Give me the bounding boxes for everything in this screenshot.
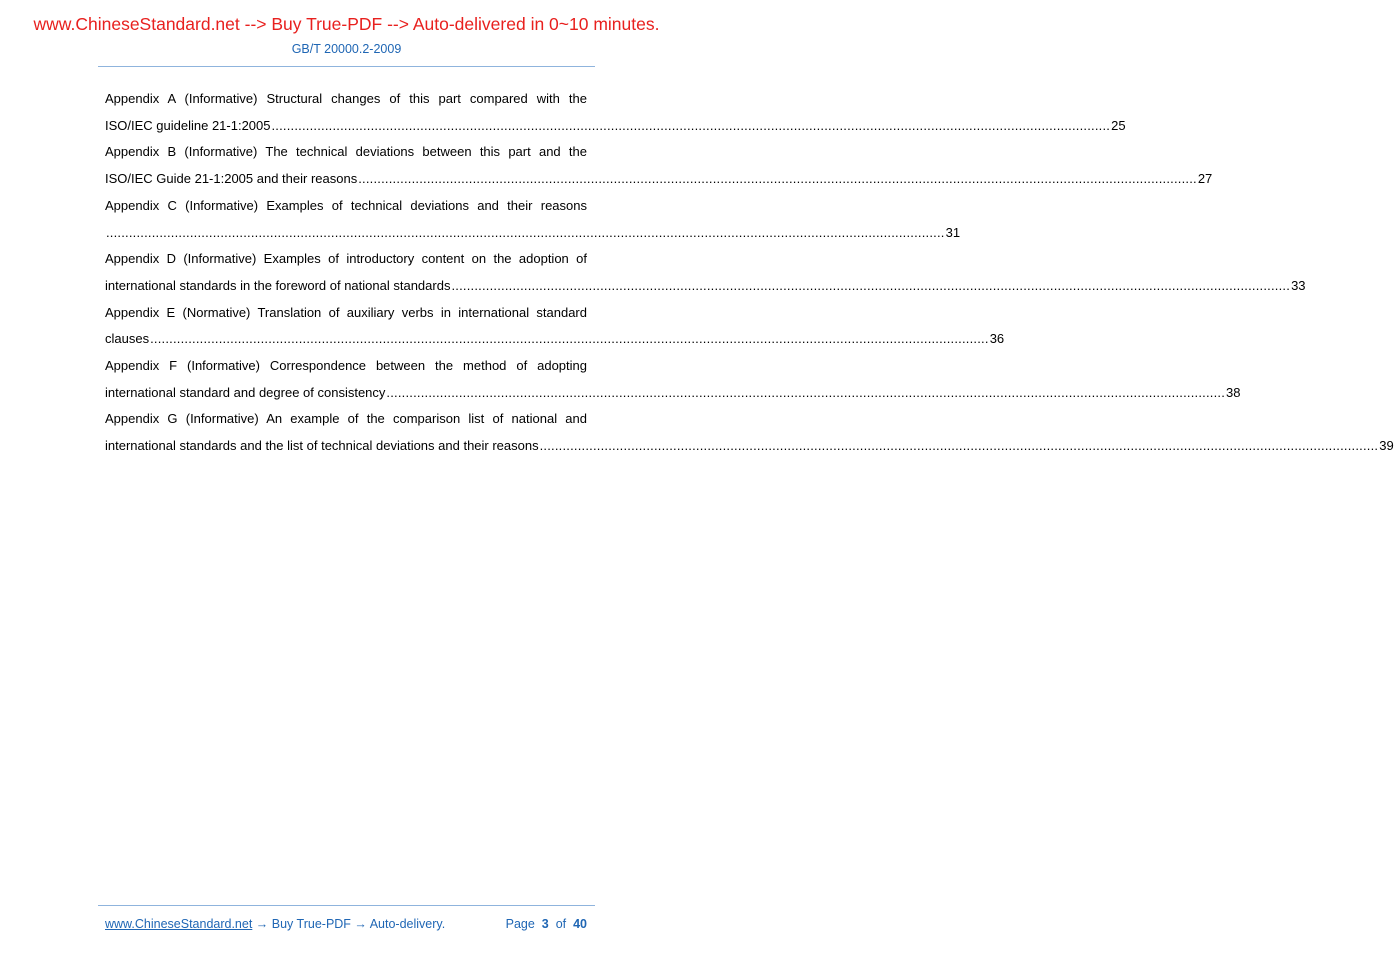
page-footer: [105, 917, 587, 931]
toc-entry-title: Appendix B (Informative) The technical deviations between this part and the: [105, 144, 587, 160]
leader-dots: ............................................................................................................................................................................................................................: [386, 384, 1226, 400]
toc-entry-appendix-c[interactable]: [105, 193, 961, 246]
toc-page-number: 38: [1226, 384, 1241, 400]
toc-entry-title: Appendix F (Informative) Correspondence between the method of adopting: [105, 358, 587, 374]
toc-entry-title: Appendix G (Informative) An example of the comparison list of national and: [105, 411, 587, 427]
toc-page-number: 31: [945, 224, 961, 240]
toc-entry-title: Appendix D (Informative) Examples of introductory content on the adoption of: [105, 251, 587, 267]
leader-dots: ............................................................................................................................................................................................................................: [106, 224, 945, 240]
current-page: 3: [541, 917, 549, 931]
leader-dots: ............................................................................................................................................................................................................................: [150, 331, 989, 347]
footer-left: [105, 917, 445, 931]
leader-dots: ............................................................................................................................................................................................................................: [358, 171, 1197, 187]
toc-entry-appendix-b[interactable]: [105, 139, 1213, 192]
leader-dots: ............................................................................................................................................................................................................................: [539, 438, 1379, 454]
table-of-contents: [105, 86, 1394, 460]
promo-banner[interactable]: www.ChineseStandard.net --> Buy True-PDF --> Auto-delivered in 0~10 minutes.: [33, 14, 660, 34]
header-divider: [98, 66, 595, 67]
page-word: Page: [505, 917, 535, 931]
toc-entry-appendix-f[interactable]: [105, 353, 1241, 406]
leader-dots: ............................................................................................................................................................................................................................: [271, 117, 1111, 133]
footer-divider: [98, 905, 595, 906]
toc-entry-appendix-a[interactable]: [105, 86, 1126, 139]
toc-page-number: 33: [1291, 277, 1306, 293]
toc-page-number: 25: [1111, 117, 1126, 133]
toc-page-number: 39: [1379, 438, 1394, 454]
toc-entry-title-cont: international standard and degree of consistency: [105, 384, 386, 400]
toc-page-number: 36: [989, 331, 1005, 347]
toc-entry-title-cont: international standards and the list of technical deviations and their reasons: [105, 438, 539, 454]
toc-entry-title: Appendix E (Normative) Translation of auxiliary verbs in international standard: [105, 304, 587, 320]
toc-entry-title-cont: ISO/IEC Guide 21-1:2005 and their reasons: [105, 171, 358, 187]
toc-entry-title-cont: clauses: [105, 331, 150, 347]
page-indicator: [506, 917, 587, 931]
toc-page-number: 27: [1197, 171, 1213, 187]
standard-code: GB/T 20000.2-2009: [291, 42, 402, 56]
toc-entry-appendix-d[interactable]: [105, 246, 1306, 299]
site-link[interactable]: www.ChineseStandard.net: [105, 917, 253, 931]
total-pages: 40: [573, 917, 587, 931]
toc-entry-appendix-g[interactable]: [105, 406, 1394, 459]
of-word: of: [555, 917, 567, 931]
toc-entry-title: Appendix C (Informative) Examples of technical deviations and their reasons: [105, 197, 587, 213]
leader-dots: ............................................................................................................................................................................................................................: [451, 277, 1291, 293]
toc-entry-title-cont: international standards in the foreword of national standards: [105, 277, 451, 293]
footer-promo: → Buy True-PDF → Auto-delivery.: [252, 917, 446, 931]
toc-entry-appendix-e[interactable]: [105, 300, 1005, 353]
toc-entry-title-cont: ISO/IEC guideline 21-1:2005: [105, 117, 271, 133]
toc-entry-title: Appendix A (Informative) Structural changes of this part compared with the: [105, 91, 587, 106]
